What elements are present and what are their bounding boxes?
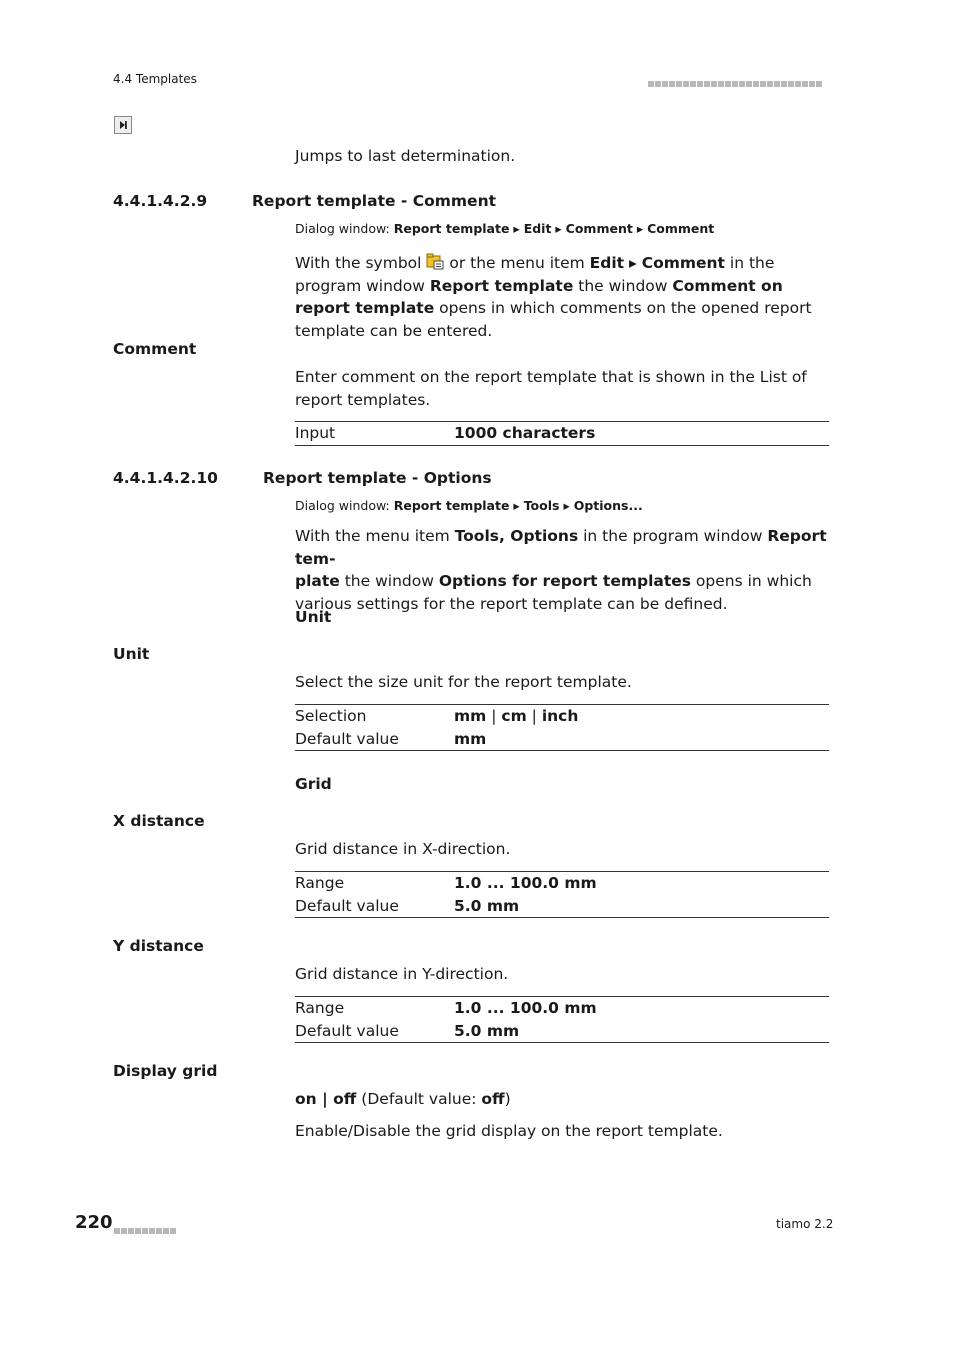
running-header-section: 4.4 Templates: [113, 72, 197, 86]
footer-product: tiamo 2.2: [776, 1217, 834, 1231]
param-desc-unit: Select the size unit for the report template.: [295, 673, 632, 691]
param-desc-x-distance: Grid distance in X-direction.: [295, 840, 511, 858]
table-row: [295, 872, 829, 895]
param-table-x-distance: [295, 871, 829, 918]
subheading-grid: Grid: [295, 775, 332, 793]
table-value: 1000 characters: [454, 424, 596, 442]
subheading-unit: Unit: [295, 608, 332, 626]
section-title-options: Report template - Options: [263, 469, 492, 487]
table-value: 1.0 ... 100.0 mm: [454, 874, 597, 892]
table-key: Input: [295, 424, 336, 442]
param-table-y-distance: [295, 996, 829, 1043]
table-key: Range: [295, 874, 345, 892]
options-intro-paragraph: With the menu item Tools, Options in the program window Report tem- plate the window Options for report templates opens in which various settings for the report template can be defined.: [295, 527, 827, 613]
table-row: [295, 997, 829, 1020]
table-value: mm | cm | inch: [454, 707, 579, 725]
table-value: 1.0 ... 100.0 mm: [454, 999, 597, 1017]
table-row: [295, 895, 829, 918]
table-key: Default value: [295, 729, 399, 748]
table-value: 5.0 mm: [454, 1021, 520, 1040]
table-row: [295, 422, 829, 445]
table-key: Default value: [295, 896, 399, 915]
param-desc-y-distance: Grid distance in Y-direction.: [295, 965, 509, 983]
section-title-comment: Report template - Comment: [252, 192, 497, 210]
display-grid-options: on | off (Default value: off): [295, 1090, 511, 1108]
param-label-x-distance: X distance: [113, 812, 205, 830]
table-row: [295, 1020, 829, 1043]
table-key: Selection: [295, 707, 367, 725]
param-table-comment: [295, 421, 829, 446]
dialog-path-comment: Dialog window: Report template ▸ Edit ▸ Comment ▸ Comment: [295, 221, 715, 236]
comment-intro-paragraph: With the symbol or the menu item Edit ▸ Comment in the program window Report template the window Comment on report template opens in which comments on the opened report template can be entered.: [295, 254, 812, 340]
param-desc-display-grid: Enable/Disable the grid display on the report template.: [295, 1122, 723, 1140]
param-label-unit: Unit: [113, 645, 150, 663]
jump-to-last-icon: [114, 116, 132, 134]
dialog-path-options: Dialog window: Report template ▸ Tools ▸ Options...: [295, 498, 643, 513]
param-label-comment: Comment: [113, 340, 197, 358]
section-number-options: 4.4.1.4.2.10: [113, 469, 218, 487]
page-number: 220: [75, 1212, 113, 1233]
table-key: Default value: [295, 1021, 399, 1040]
comment-symbol-icon: [426, 252, 444, 270]
jump-last-description: Jumps to last determination.: [295, 147, 516, 165]
param-label-display-grid: Display grid: [113, 1062, 218, 1080]
section-number-comment: 4.4.1.4.2.9: [113, 192, 208, 210]
table-row: [295, 705, 829, 728]
param-desc-comment: Enter comment on the report template that is shown in the List of report templates.: [295, 368, 807, 409]
footer-decoration: [114, 1220, 177, 1239]
param-label-y-distance: Y distance: [113, 937, 204, 955]
table-value: 5.0 mm: [454, 896, 520, 915]
table-value: mm: [454, 729, 487, 748]
table-row: [295, 728, 829, 751]
table-key: Range: [295, 999, 345, 1017]
param-table-unit: [295, 704, 829, 751]
header-decoration: [648, 73, 823, 92]
